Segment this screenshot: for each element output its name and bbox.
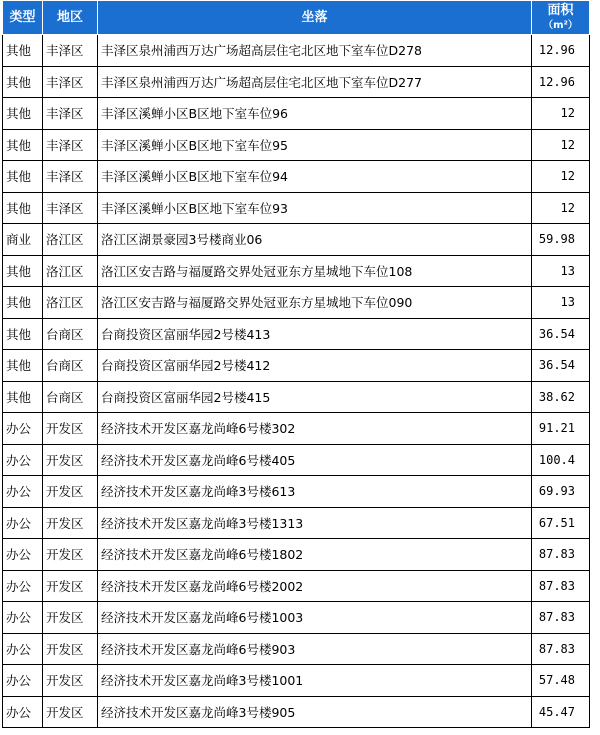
table-row <box>3 98 590 130</box>
table-row <box>3 192 590 224</box>
table-row <box>3 318 590 350</box>
cell-type: 其他 <box>3 161 43 193</box>
cell-type: 办公 <box>3 633 43 665</box>
cell-area: 87.83 <box>532 633 590 665</box>
cell-location: 丰泽区溪蝉小区B区地下室车位94 <box>98 161 532 193</box>
cell-type: 其他 <box>3 350 43 382</box>
table-body <box>3 35 590 728</box>
cell-area: 12 <box>532 129 590 161</box>
cell-location: 丰泽区泉州浦西万达广场超高层住宅北区地下室车位D278 <box>98 35 532 67</box>
header-area <box>532 1 590 35</box>
cell-location: 洛江区安吉路与福厦路交界处冠亚东方星城地下车位108 <box>98 255 532 287</box>
property-table <box>2 0 590 728</box>
cell-location: 洛江区湖景豪园3号楼商业06 <box>98 224 532 256</box>
cell-district: 开发区 <box>43 476 98 508</box>
cell-location: 丰泽区泉州浦西万达广场超高层住宅北区地下室车位D277 <box>98 66 532 98</box>
cell-area: 45.47 <box>532 696 590 728</box>
cell-type: 其他 <box>3 287 43 319</box>
table-row <box>3 602 590 634</box>
table-row <box>3 224 590 256</box>
table-row <box>3 665 590 697</box>
cell-type: 办公 <box>3 476 43 508</box>
cell-location: 洛江区安吉路与福厦路交界处冠亚东方星城地下车位090 <box>98 287 532 319</box>
table-row <box>3 413 590 445</box>
header-area-unit: （m²） <box>543 19 578 31</box>
table-row <box>3 539 590 571</box>
table-row <box>3 35 590 67</box>
table-header <box>3 1 590 35</box>
table-row <box>3 66 590 98</box>
cell-district: 洛江区 <box>43 287 98 319</box>
table-row <box>3 570 590 602</box>
header-location: 坐落 <box>98 1 532 35</box>
cell-district: 丰泽区 <box>43 66 98 98</box>
cell-district: 开发区 <box>43 665 98 697</box>
cell-district: 开发区 <box>43 696 98 728</box>
table-row <box>3 255 590 287</box>
cell-area: 87.83 <box>532 570 590 602</box>
table-row <box>3 287 590 319</box>
cell-area: 12.96 <box>532 35 590 67</box>
cell-area: 13 <box>532 255 590 287</box>
header-type: 类型 <box>3 1 43 35</box>
cell-area: 57.48 <box>532 665 590 697</box>
table-row <box>3 507 590 539</box>
cell-type: 办公 <box>3 507 43 539</box>
table-row <box>3 696 590 728</box>
cell-location: 经济技术开发区嘉龙尚峰6号楼1802 <box>98 539 532 571</box>
cell-area: 12.96 <box>532 66 590 98</box>
cell-area: 59.98 <box>532 224 590 256</box>
table-row <box>3 633 590 665</box>
cell-district: 台商区 <box>43 350 98 382</box>
cell-area: 12 <box>532 192 590 224</box>
cell-district: 丰泽区 <box>43 161 98 193</box>
cell-district: 洛江区 <box>43 255 98 287</box>
cell-location: 经济技术开发区嘉龙尚峰3号楼905 <box>98 696 532 728</box>
cell-type: 商业 <box>3 224 43 256</box>
cell-district: 台商区 <box>43 318 98 350</box>
table-row <box>3 381 590 413</box>
cell-location: 经济技术开发区嘉龙尚峰3号楼613 <box>98 476 532 508</box>
cell-area: 38.62 <box>532 381 590 413</box>
cell-location: 丰泽区溪蝉小区B区地下室车位96 <box>98 98 532 130</box>
cell-type: 办公 <box>3 539 43 571</box>
cell-type: 其他 <box>3 318 43 350</box>
table-row <box>3 444 590 476</box>
cell-location: 经济技术开发区嘉龙尚峰3号楼1001 <box>98 665 532 697</box>
cell-area: 91.21 <box>532 413 590 445</box>
cell-location: 经济技术开发区嘉龙尚峰6号楼302 <box>98 413 532 445</box>
cell-type: 其他 <box>3 381 43 413</box>
cell-location: 经济技术开发区嘉龙尚峰3号楼1313 <box>98 507 532 539</box>
cell-type: 办公 <box>3 665 43 697</box>
cell-location: 丰泽区溪蝉小区B区地下室车位93 <box>98 192 532 224</box>
cell-district: 开发区 <box>43 602 98 634</box>
cell-district: 开发区 <box>43 413 98 445</box>
cell-location: 经济技术开发区嘉龙尚峰6号楼903 <box>98 633 532 665</box>
cell-type: 其他 <box>3 255 43 287</box>
cell-type: 其他 <box>3 98 43 130</box>
cell-location: 经济技术开发区嘉龙尚峰6号楼1003 <box>98 602 532 634</box>
cell-location: 台商投资区富丽华园2号楼413 <box>98 318 532 350</box>
cell-area: 100.4 <box>532 444 590 476</box>
table-row <box>3 476 590 508</box>
cell-district: 开发区 <box>43 570 98 602</box>
cell-area: 87.83 <box>532 602 590 634</box>
cell-type: 办公 <box>3 413 43 445</box>
cell-area: 36.54 <box>532 350 590 382</box>
cell-district: 开发区 <box>43 507 98 539</box>
cell-type: 办公 <box>3 696 43 728</box>
cell-district: 开发区 <box>43 539 98 571</box>
cell-district: 丰泽区 <box>43 98 98 130</box>
cell-type: 其他 <box>3 129 43 161</box>
cell-area: 69.93 <box>532 476 590 508</box>
cell-location: 台商投资区富丽华园2号楼415 <box>98 381 532 413</box>
cell-district: 开发区 <box>43 444 98 476</box>
cell-district: 开发区 <box>43 633 98 665</box>
cell-district: 丰泽区 <box>43 192 98 224</box>
cell-location: 经济技术开发区嘉龙尚峰6号楼405 <box>98 444 532 476</box>
table-row <box>3 161 590 193</box>
cell-area: 36.54 <box>532 318 590 350</box>
table-row <box>3 129 590 161</box>
cell-area: 87.83 <box>532 539 590 571</box>
table-row <box>3 350 590 382</box>
cell-district: 洛江区 <box>43 224 98 256</box>
cell-area: 12 <box>532 98 590 130</box>
header-row <box>3 1 590 35</box>
cell-type: 其他 <box>3 66 43 98</box>
cell-location: 经济技术开发区嘉龙尚峰6号楼2002 <box>98 570 532 602</box>
header-area-label: 面积 <box>547 2 574 18</box>
cell-type: 办公 <box>3 570 43 602</box>
cell-area: 12 <box>532 161 590 193</box>
cell-location: 丰泽区溪蝉小区B区地下室车位95 <box>98 129 532 161</box>
cell-district: 丰泽区 <box>43 129 98 161</box>
cell-type: 办公 <box>3 602 43 634</box>
cell-type: 办公 <box>3 444 43 476</box>
cell-area: 13 <box>532 287 590 319</box>
cell-district: 丰泽区 <box>43 35 98 67</box>
header-district: 地区 <box>43 1 98 35</box>
cell-area: 67.51 <box>532 507 590 539</box>
cell-type: 其他 <box>3 192 43 224</box>
cell-type: 其他 <box>3 35 43 67</box>
cell-location: 台商投资区富丽华园2号楼412 <box>98 350 532 382</box>
cell-district: 台商区 <box>43 381 98 413</box>
